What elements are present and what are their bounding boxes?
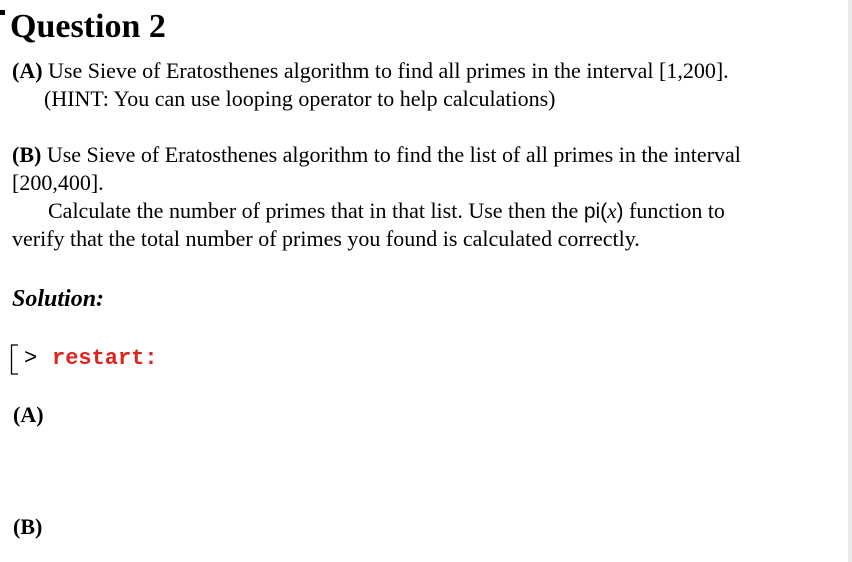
pi-function: [584, 200, 624, 223]
part-b-line-4: verify that the total number of primes you found is calculated correctly.: [12, 226, 640, 251]
solution-part-a-label: (A): [13, 402, 44, 427]
question-title: Question 2: [10, 8, 166, 45]
part-b-label: (B): [12, 142, 42, 167]
execution-group-bracket[interactable]: [10, 344, 19, 375]
part-b-line-2: [200,400].: [12, 170, 104, 195]
input-prompt: >: [24, 346, 38, 371]
execution-group[interactable]: [10, 344, 310, 376]
part-a-label: (A): [12, 58, 43, 83]
section-marker: [0, 10, 5, 15]
solution-heading: Solution:: [12, 286, 105, 312]
pi-function-name: pi: [583, 200, 601, 223]
part-a-text: Use Sieve of Eratosthenes algorithm to find all primes in the interval [1,200].: [42, 58, 729, 83]
solution-part-b-label: (B): [13, 514, 43, 539]
command-input[interactable]: restart:: [52, 346, 158, 371]
part-a-hint: (HINT: You can use looping operator to help calculations): [44, 86, 556, 111]
part-b-line-1: [12, 141, 741, 169]
pi-paren-close: ): [616, 200, 624, 223]
pi-paren-open: (: [600, 200, 608, 223]
part-b-text: Use Sieve of Eratosthenes algorithm to find the list of all primes in the interval: [41, 142, 741, 167]
part-b-line-3: [48, 197, 725, 226]
part-a-line-1: [12, 57, 729, 85]
part-b-line-3-start: Calculate the number of primes that in that list. Use then the: [48, 198, 584, 223]
part-b-line-3-end: function to: [623, 198, 725, 223]
window-edge: [848, 0, 852, 562]
pi-variable: x: [607, 199, 617, 223]
